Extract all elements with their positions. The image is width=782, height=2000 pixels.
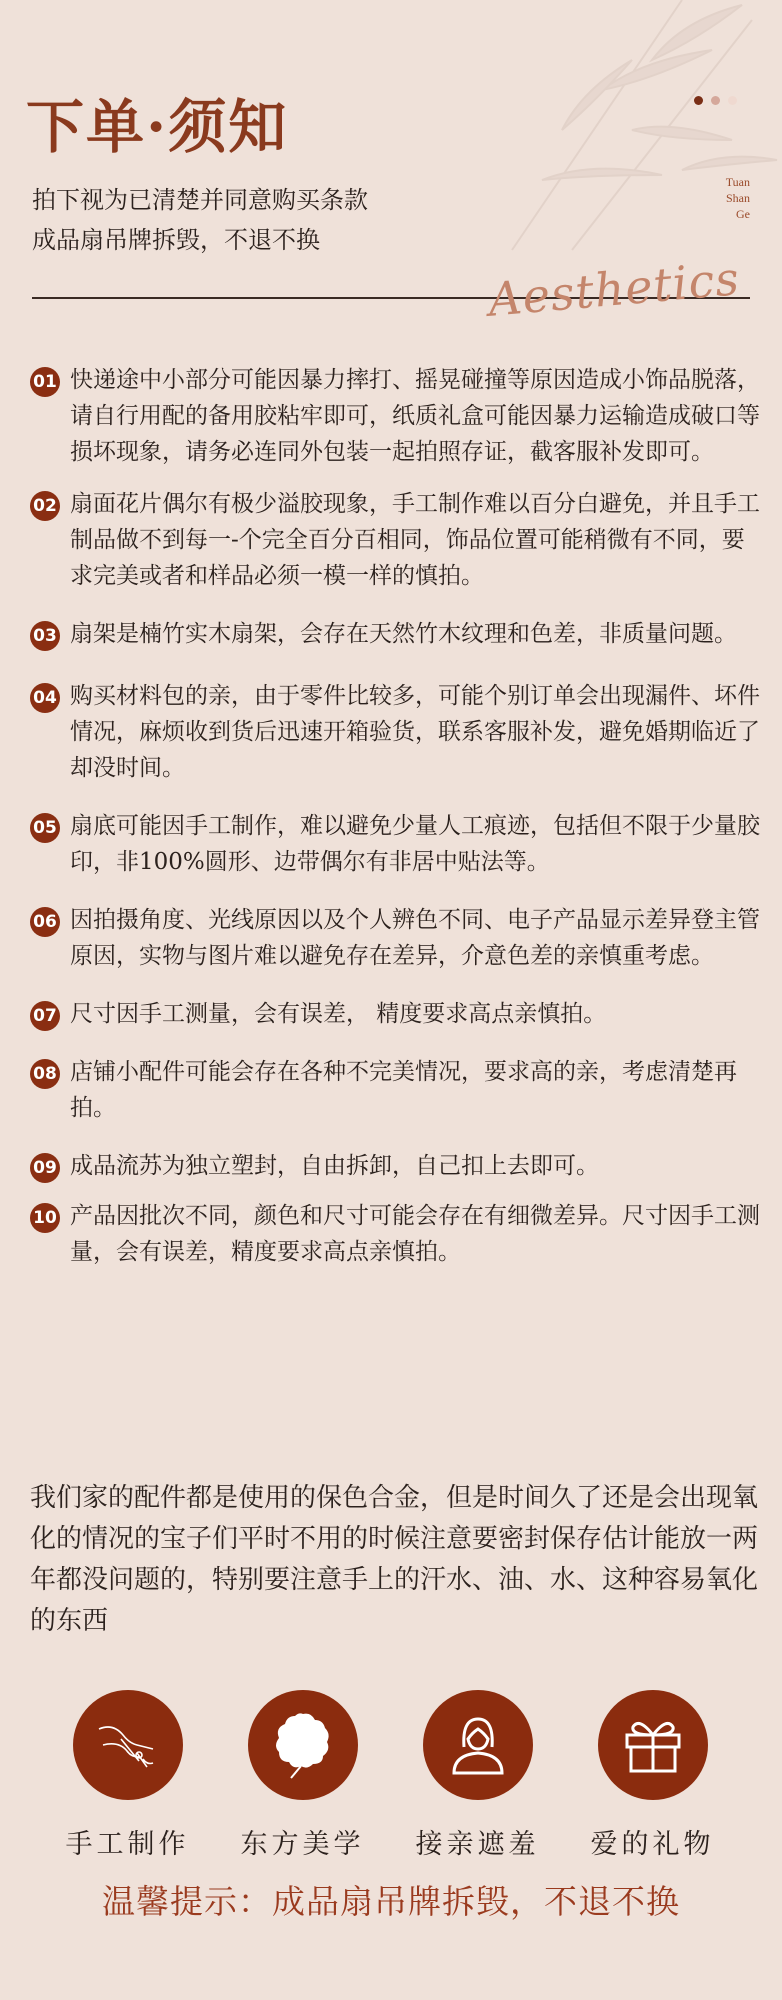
feature-label: 接亲遮羞 — [415, 1829, 540, 1860]
note-item — [30, 1198, 760, 1270]
hand-sewing-icon — [73, 1690, 183, 1800]
note-text: 扇面花片偶尔有极少溢胶现象，手工制作难以百分白避免，并且手工制品做不到每一-个完全百分百相同，饰品位置可能稍微有不同，要求完美或者和样品必须一模一样的慎拍。 — [70, 491, 760, 589]
note-item — [30, 616, 760, 652]
feature-label: 手工制作 — [65, 1829, 190, 1860]
warm-tip: 温馨提示：成品扇吊牌拆毁，不退不换 — [102, 1882, 680, 1921]
note-number: 06 — [30, 907, 60, 937]
note-text: 产品因批次不同，颜色和尺寸可能会存在有细微差异。尺寸因手工测量，会有误差，精度要求高点亲慎拍。 — [70, 1203, 760, 1265]
feature-label: 东方美学 — [240, 1829, 365, 1860]
note-text: 因拍摄角度、光线原因以及个人辨色不同、电子产品显示差异登主管原因，实物与图片难以避免存在差异，介意色差的亲慎重考虑。 — [70, 907, 760, 969]
note-text: 店铺小配件可能会存在各种不完美情况，要求高的亲，考虑清楚再拍。 — [70, 1059, 737, 1121]
dot — [711, 96, 720, 105]
dot-active — [694, 96, 703, 105]
note-text: 尺寸因手工测量，会有误差， 精度要求高点亲慎拍。 — [70, 1001, 607, 1027]
page-title: 下单·须知 — [26, 93, 289, 161]
notes-list — [30, 362, 760, 1270]
note-number: 07 — [30, 1001, 60, 1031]
intro-text — [32, 180, 368, 260]
note-number: 03 — [30, 621, 60, 651]
note-text: 成品流苏为独立塑封，自由拆卸，自己扣上去即可。 — [70, 1153, 599, 1179]
care-paragraph: 我们家的配件都是使用的保色合金，但是时间久了还是会出现氧化的情况的宝子们平时不用的时候注意要密封保存估计能放一两年都没问题的，特别要注意手上的汗水、油、水、这种容易氧化的东西 — [30, 1483, 759, 1636]
brand-line: Shan — [726, 191, 750, 205]
feature-label: 爱的礼物 — [590, 1829, 715, 1860]
note-text: 扇底可能因手工制作，难以避免少量人工痕迹，包括但不限于少量胶印，非100%圆形、边带偶尔有非居中贴法等。 — [70, 813, 760, 875]
feature-gift — [565, 1690, 740, 1861]
brand-line: Tuan — [725, 175, 750, 189]
note-number: 01 — [30, 367, 60, 397]
feature-aesthetics — [215, 1690, 390, 1861]
aesthetics-script: Aesthetics — [486, 251, 742, 327]
fan-icon — [248, 1690, 358, 1800]
intro-line: 成品扇吊牌拆毁，不退不换 — [32, 226, 320, 254]
note-item — [30, 902, 760, 974]
note-item — [30, 996, 760, 1032]
pagination-dots — [694, 96, 737, 105]
brand-name — [690, 174, 750, 222]
note-number: 09 — [30, 1153, 60, 1183]
note-item — [30, 1054, 760, 1126]
note-text: 快递途中小部分可能因暴力摔打、摇晃碰撞等原因造成小饰品脱落，请自行用配的备用胶粘牢即可，纸质礼盒可能因暴力运输造成破口等损坏现象，请务必连同外包装一起拍照存证，截客服补发即可。 — [70, 367, 760, 465]
intro-line: 拍下视为已清楚并同意购买条款 — [32, 186, 368, 214]
note-number: 08 — [30, 1059, 60, 1089]
note-number: 02 — [30, 491, 60, 521]
feature-icons — [40, 1690, 740, 1861]
bride-icon — [423, 1690, 533, 1800]
note-number: 05 — [30, 813, 60, 843]
note-text: 扇架是楠竹实木扇架，会存在天然竹木纹理和色差，非质量问题。 — [70, 621, 737, 647]
feature-bride — [390, 1690, 565, 1861]
note-item — [30, 678, 760, 786]
note-item — [30, 486, 760, 594]
note-item — [30, 808, 760, 880]
note-number: 04 — [30, 683, 60, 713]
feature-handmade — [40, 1690, 215, 1861]
note-item — [30, 362, 760, 470]
note-number: 10 — [30, 1203, 60, 1233]
note-item — [30, 1148, 760, 1184]
dot — [728, 96, 737, 105]
gift-icon — [598, 1690, 708, 1800]
note-text: 购买材料包的亲，由于零件比较多，可能个别订单会出现漏件、坏件情况，麻烦收到货后迅速开箱验货，联系客服补发，避免婚期临近了却没时间。 — [70, 683, 760, 781]
brand-line: Ge — [736, 207, 750, 221]
